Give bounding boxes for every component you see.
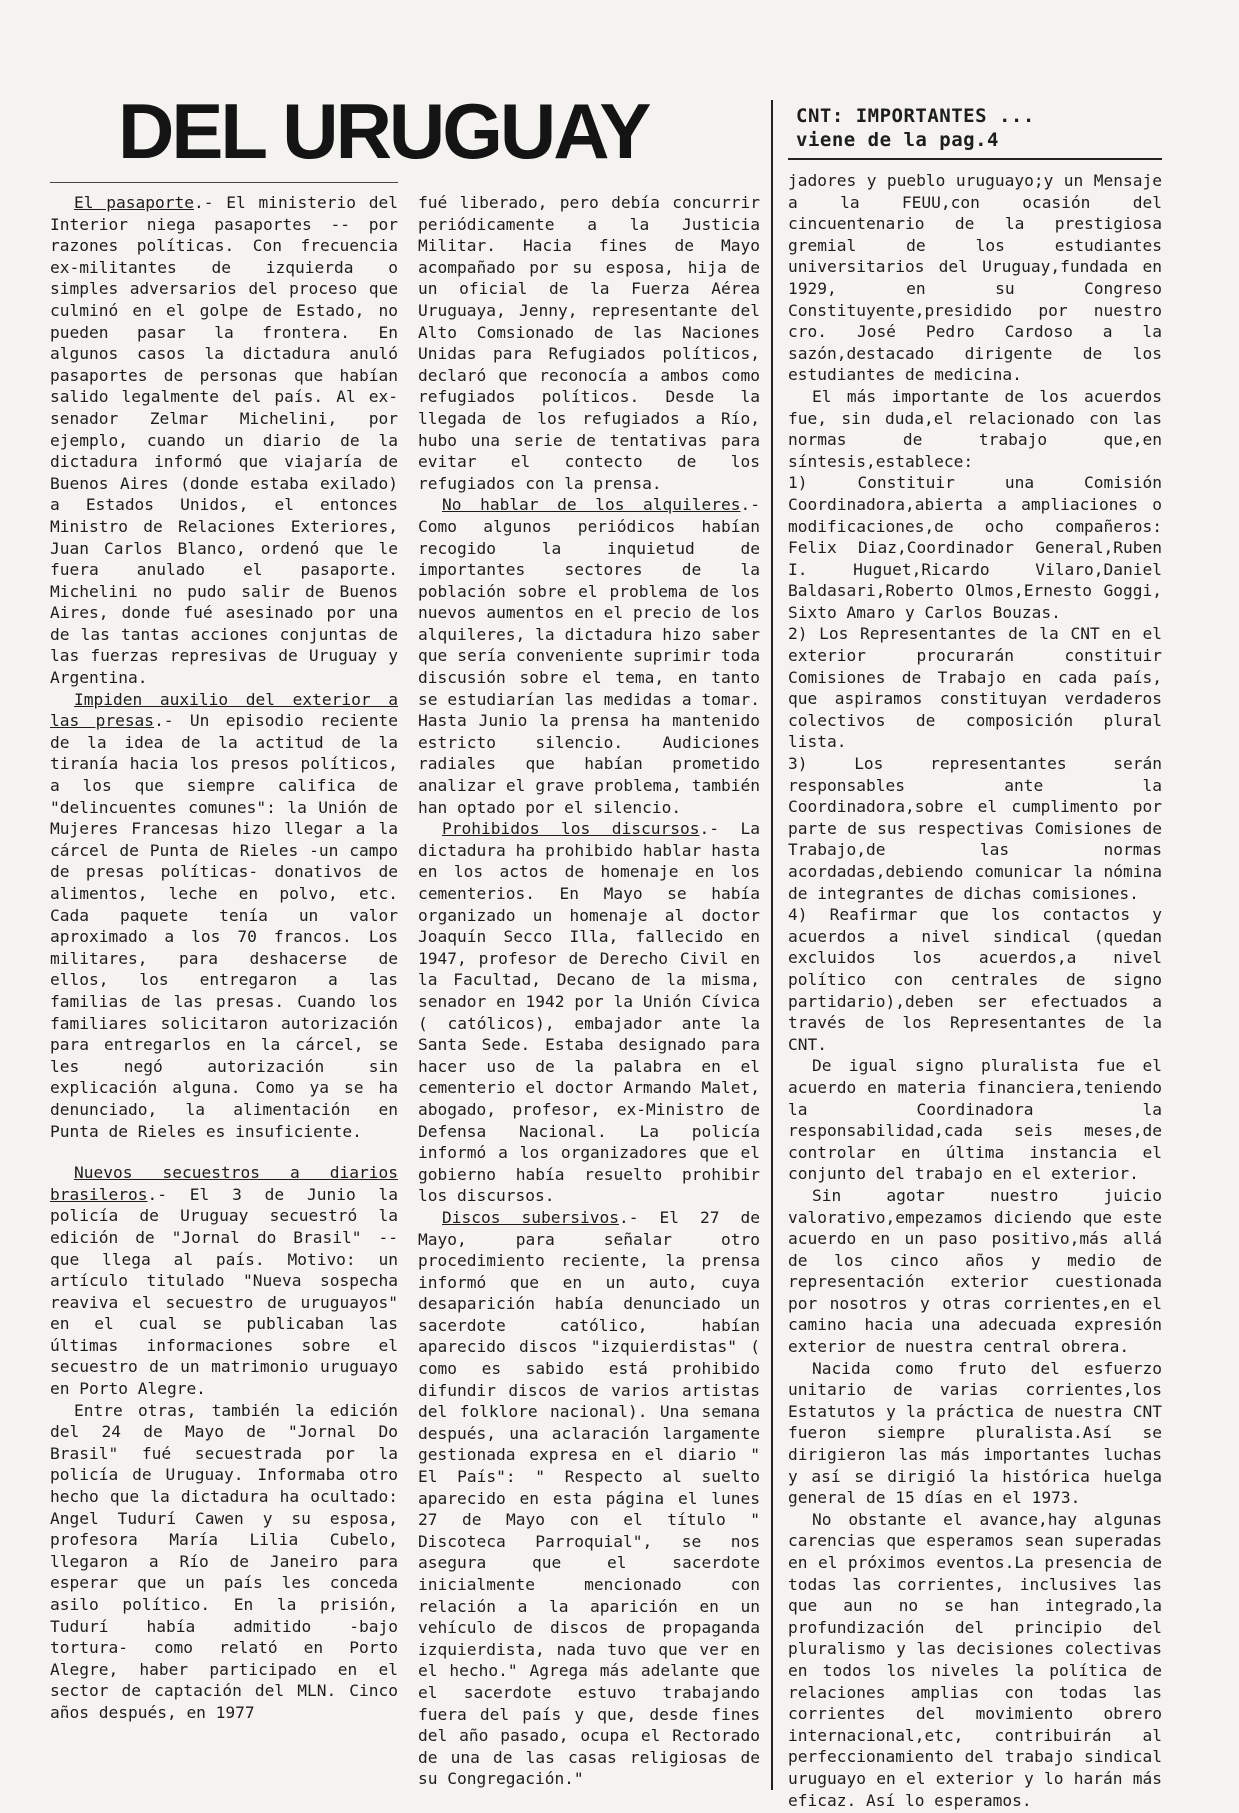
- article-alquileres: [418, 494, 760, 818]
- continuation-note: viene de la pag.4: [796, 129, 999, 151]
- list-item: 4) Reafirmar que los contactos y acuerdos a nivel sindical (quedan excluidos los acuerdos,a nivel político con centrales de signo partidario),deben ser efectuados a través de los Representantes de la CNT.: [788, 905, 1162, 1054]
- list-item: 3) Los representantes serán responsables ante la Coordinadora,sobre el cumplimento por parte de sus respectivas Comisiones de Trabajo,de las normas acordadas,debiendo comunicar la nómina de integrantes de dichas comisiones.: [788, 754, 1162, 903]
- column-3: [788, 170, 1162, 1811]
- article-title: Nuevos secuestros a diarios brasileros: [50, 1163, 398, 1204]
- article-paragraph: El más importante de los acuerdos fue, sin duda,el relacionado con las normas de trabajo que,en síntesis,establece:: [788, 386, 1162, 471]
- article-paragraph: jadores y pueblo uruguayo;y un Mensaje a la FEUU,con ocasión del cincuentenario de la prestigiosa gremial de los estudiantes universitarios del Uruguay,fundada en 1929, en su Congreso Constituyente,presidido por nuestro cro. José Pedro Cardoso a la sazón,destacado dirigente de los estudiantes de medicina.: [788, 171, 1162, 385]
- article-paragraph: fué liberado, pero debía concurrir periódicamente a la Justicia Militar. Hacia fines de Mayo acompañado por su esposa, hija de un oficial de la Fuerza Aérea Uruguaya, Jenny, representante del Alto Comsionado de las Naciones Unidas para Refugiados políticos, declaró que reconocía a ambos como refugiados políticos. Desde la llegada de los refugiados a Río, hubo una serie de tentativas para evitar el contecto de los refugiados con la prensa.: [418, 193, 760, 493]
- article-paragraph: Nacida como fruto del esfuerzo unitario de varias corrientes,los Estatutos y la práctica de nuestra CNT fueron siempre pluralista.Así se dirigieron las más importantes luchas y así se dirigió la histórica huelga general de 15 días en el 1973.: [788, 1358, 1162, 1508]
- article-impiden-auxilio: [50, 689, 398, 1142]
- article-title: El pasaporte: [74, 193, 194, 212]
- article-secuestros-diarios: [50, 1162, 398, 1400]
- article-body: .- El 27 de Mayo, para señalar otro procedimiento reciente, la prensa informó que en un auto, cuya desaparición había denunciado un sacerdote católico, habían aparecido discos "izquierdistas" ( como es sabido está prohibido difundir discos de varios artistas del folklore nacional). Una semana después, una aclaración largamente gestionada expresa en el diario " El País": " Respecto al suelto aparecido en esta página el lunes 27 de Mayo con el título " Discoteca Parroquial", se nos asegura que el sacerdote inicialmente mencionado con relación a la aparición en un vehículo de discos de propaganda izquierdista, nada tuvo que ver en el hecho." Agrega más adelante que el sacerdote estuvo trabajando fuera del país y que, desde fines del año pasado, ocupa el Rectorado de una de las casas religiosas de su Congregación.": [418, 1207, 761, 1789]
- article-paragraph: Sin agotar nuestro juicio valorativo,empezamos diciendo que este acuerdo en un paso positivo,más allá de los cinco años y medio de representación exterior cuestionada por nosotros y otras corrientes,en el camino hacia una adecuada expresión exterior de nuestra central obrera.: [788, 1185, 1162, 1357]
- list-item: 1) Constituir una Comisión Coordinadora,abierta a ampliaciones o modificaciones,de ocho compañeros: Felix Diaz,Coordinador General,Ruben I. Huguet,Ricardo Vilaro,Daniel Baldasari,Roberto Olmos,Ernesto Goggi, Sixto Amaro y Carlos Bouzas.: [788, 473, 1162, 622]
- article-discursos: [418, 818, 760, 1207]
- article-discos: [418, 1207, 760, 1790]
- article-pasaporte: [50, 192, 398, 689]
- header-rule: [788, 158, 1162, 160]
- list-item: 2) Los Representantes de la CNT en el exterior procurarán constituir Comisiones de Trabajo en cada país, que aspiramos constituyan verdaderos colectivos de composición plural lista.: [788, 624, 1162, 752]
- column-1: [50, 192, 398, 1724]
- article-title: Discos subersivos: [442, 1207, 619, 1227]
- article-body: .- El 3 de Junio la policía de Uruguay secuestró la edición de "Jornal do Brasil" -- que llega al país. Motivo: un artículo titulado "Nueva sospecha reaviva el secuestro de uruguayos" en el cual se publicaban las últimas informaciones sobre el secuestro de un matrimonio uruguayo en Porto Alegre.: [50, 1184, 398, 1399]
- article-paragraph: No obstante el avance,hay algunas carencias que esperamos sean superadas en el próximos eventos.La presencia de todas las corrientes, inclusives las que aun no se han integrado,la profundización del principio del pluralismo y las decisiones colectivas en todos los niveles la política de relaciones amplias con todas las corrientes del movimiento obrero internacional,etc, contribuirán al perfeccionamiento del trabajo sindical uruguayo en el exterior y lo harán más eficaz. Así lo esperamos.: [788, 1509, 1162, 1810]
- column-rule: [50, 182, 398, 183]
- article-paragraph: Entre otras, también la edición del 24 de Mayo de "Jornal Do Brasil" fué secuestrada por la policía de Uruguay. Informaba otro hecho que la dictadura ha ocultado: Angel Tudurí Cawen y su esposa, profesora María Lilia Cubelo, llegaron a Río de Janeiro para esperar que un país les conceda asilo político. En la prisión, Tudurí había admitido -bajo tortura- como relató en Porto Alegre, haber participado en el sector de captación del MLN. Cinco años después, en 1977: [50, 1400, 398, 1722]
- article-body: .- El ministerio del Interior niega pasaportes -- por razones políticas. Con frecuencia ex-militantes de izquierda o simples adversarios del proceso que culminó en el golpe de Estado, no pueden pasar la frontera. En algunos casos la dictadura anuló pasaportes de personas que habían salido legalmente del país. Al ex-senador Zelmar Michelini, por ejemplo, cuando un diario de la dictadura informó que viajaría de Buenos Aires (donde estaba exilado) a Estados Unidos, el entonces Ministro de Relaciones Exteriores, Juan Carlos Blanco, ordenó que le fuera anulado el pasaporte. Michelini no pudo salir de Buenos Aires, donde fué asesinado por una de las tantas acciones conjuntas de las fuerzas represivas de Uruguay y Argentina.: [50, 193, 398, 688]
- article-title: Prohibidos los discursos: [442, 819, 700, 839]
- article-paragraph: De igual signo pluralista fue el acuerdo en materia financiera,teniendo la Coordinadora la responsabilidad,cada seis meses,de controlar en última instancia el conjunto del trabajo en el exterior.: [788, 1056, 1162, 1184]
- column-divider: [771, 100, 773, 1790]
- continuation-header: [796, 104, 1035, 152]
- column-2: [418, 192, 760, 1790]
- article-title: No hablar de los alquileres: [442, 495, 741, 515]
- article-body: .- Como algunos periódicos habían recogido la inquietud de importantes sectores de la población sobre el problema de los nuevos aumentos en el precio de los alquileres, la dictadura hizo saber que sería conveniente suprimir toda discusión sobre el tema, en tanto se estudiarían las medidas a tomar. Hasta Junio la prensa ha mantenido estricto silencio. Audiciones radiales que habían prometido analizar el grave problema, también han optado por el silencio.: [418, 495, 760, 817]
- article-body: .- Un episodio reciente de la idea de la actitud de la tiranía hacia los presos políticos, a los que siempre califica de "delincuentes comunes": la Unión de Mujeres Francesas hizo llegar a la cárcel de Punta de Rieles -un campo de presas políticas- donativos de alimentos, leche en polvo, etc. Cada paquete tenía un valor aproximado a los 70 francos. Los militares, para deshacerse de ellos, los entregaron a las familias de las presas. Cuando los familiares solicitaron autorización para entregarlos en la cárcel, se les negó autorización sin explicación alguna. Como ya se ha denunciado, la alimentación en Punta de Rieles es insuficiente.: [50, 711, 398, 1141]
- continuation-title: CNT: IMPORTANTES ...: [796, 105, 1035, 127]
- article-title: Impiden auxilio del exterior a las presas: [50, 689, 398, 731]
- article-body: .- La dictadura ha prohibido hablar hasta en los actos de homenaje en los cementerios. En Mayo se había organizado un homenaje al doctor Joaquín Secco Illa, fallecido en 1947, profesor de Derecho Civil en la Facultad, Decano de la misma, senador en 1942 por la Unión Cívica ( católicos), embajador ante la Santa Sede. Estaba designado para hacer uso de la palabra en el cementerio el doctor Armando Malet, abogado, profesor, ex-Ministro de Defensa Nacional. La policía informó a los organizadores que el gobierno había resuelto prohibir los discursos.: [418, 819, 760, 1206]
- masthead-title: DEL URUGUAY: [118, 87, 649, 175]
